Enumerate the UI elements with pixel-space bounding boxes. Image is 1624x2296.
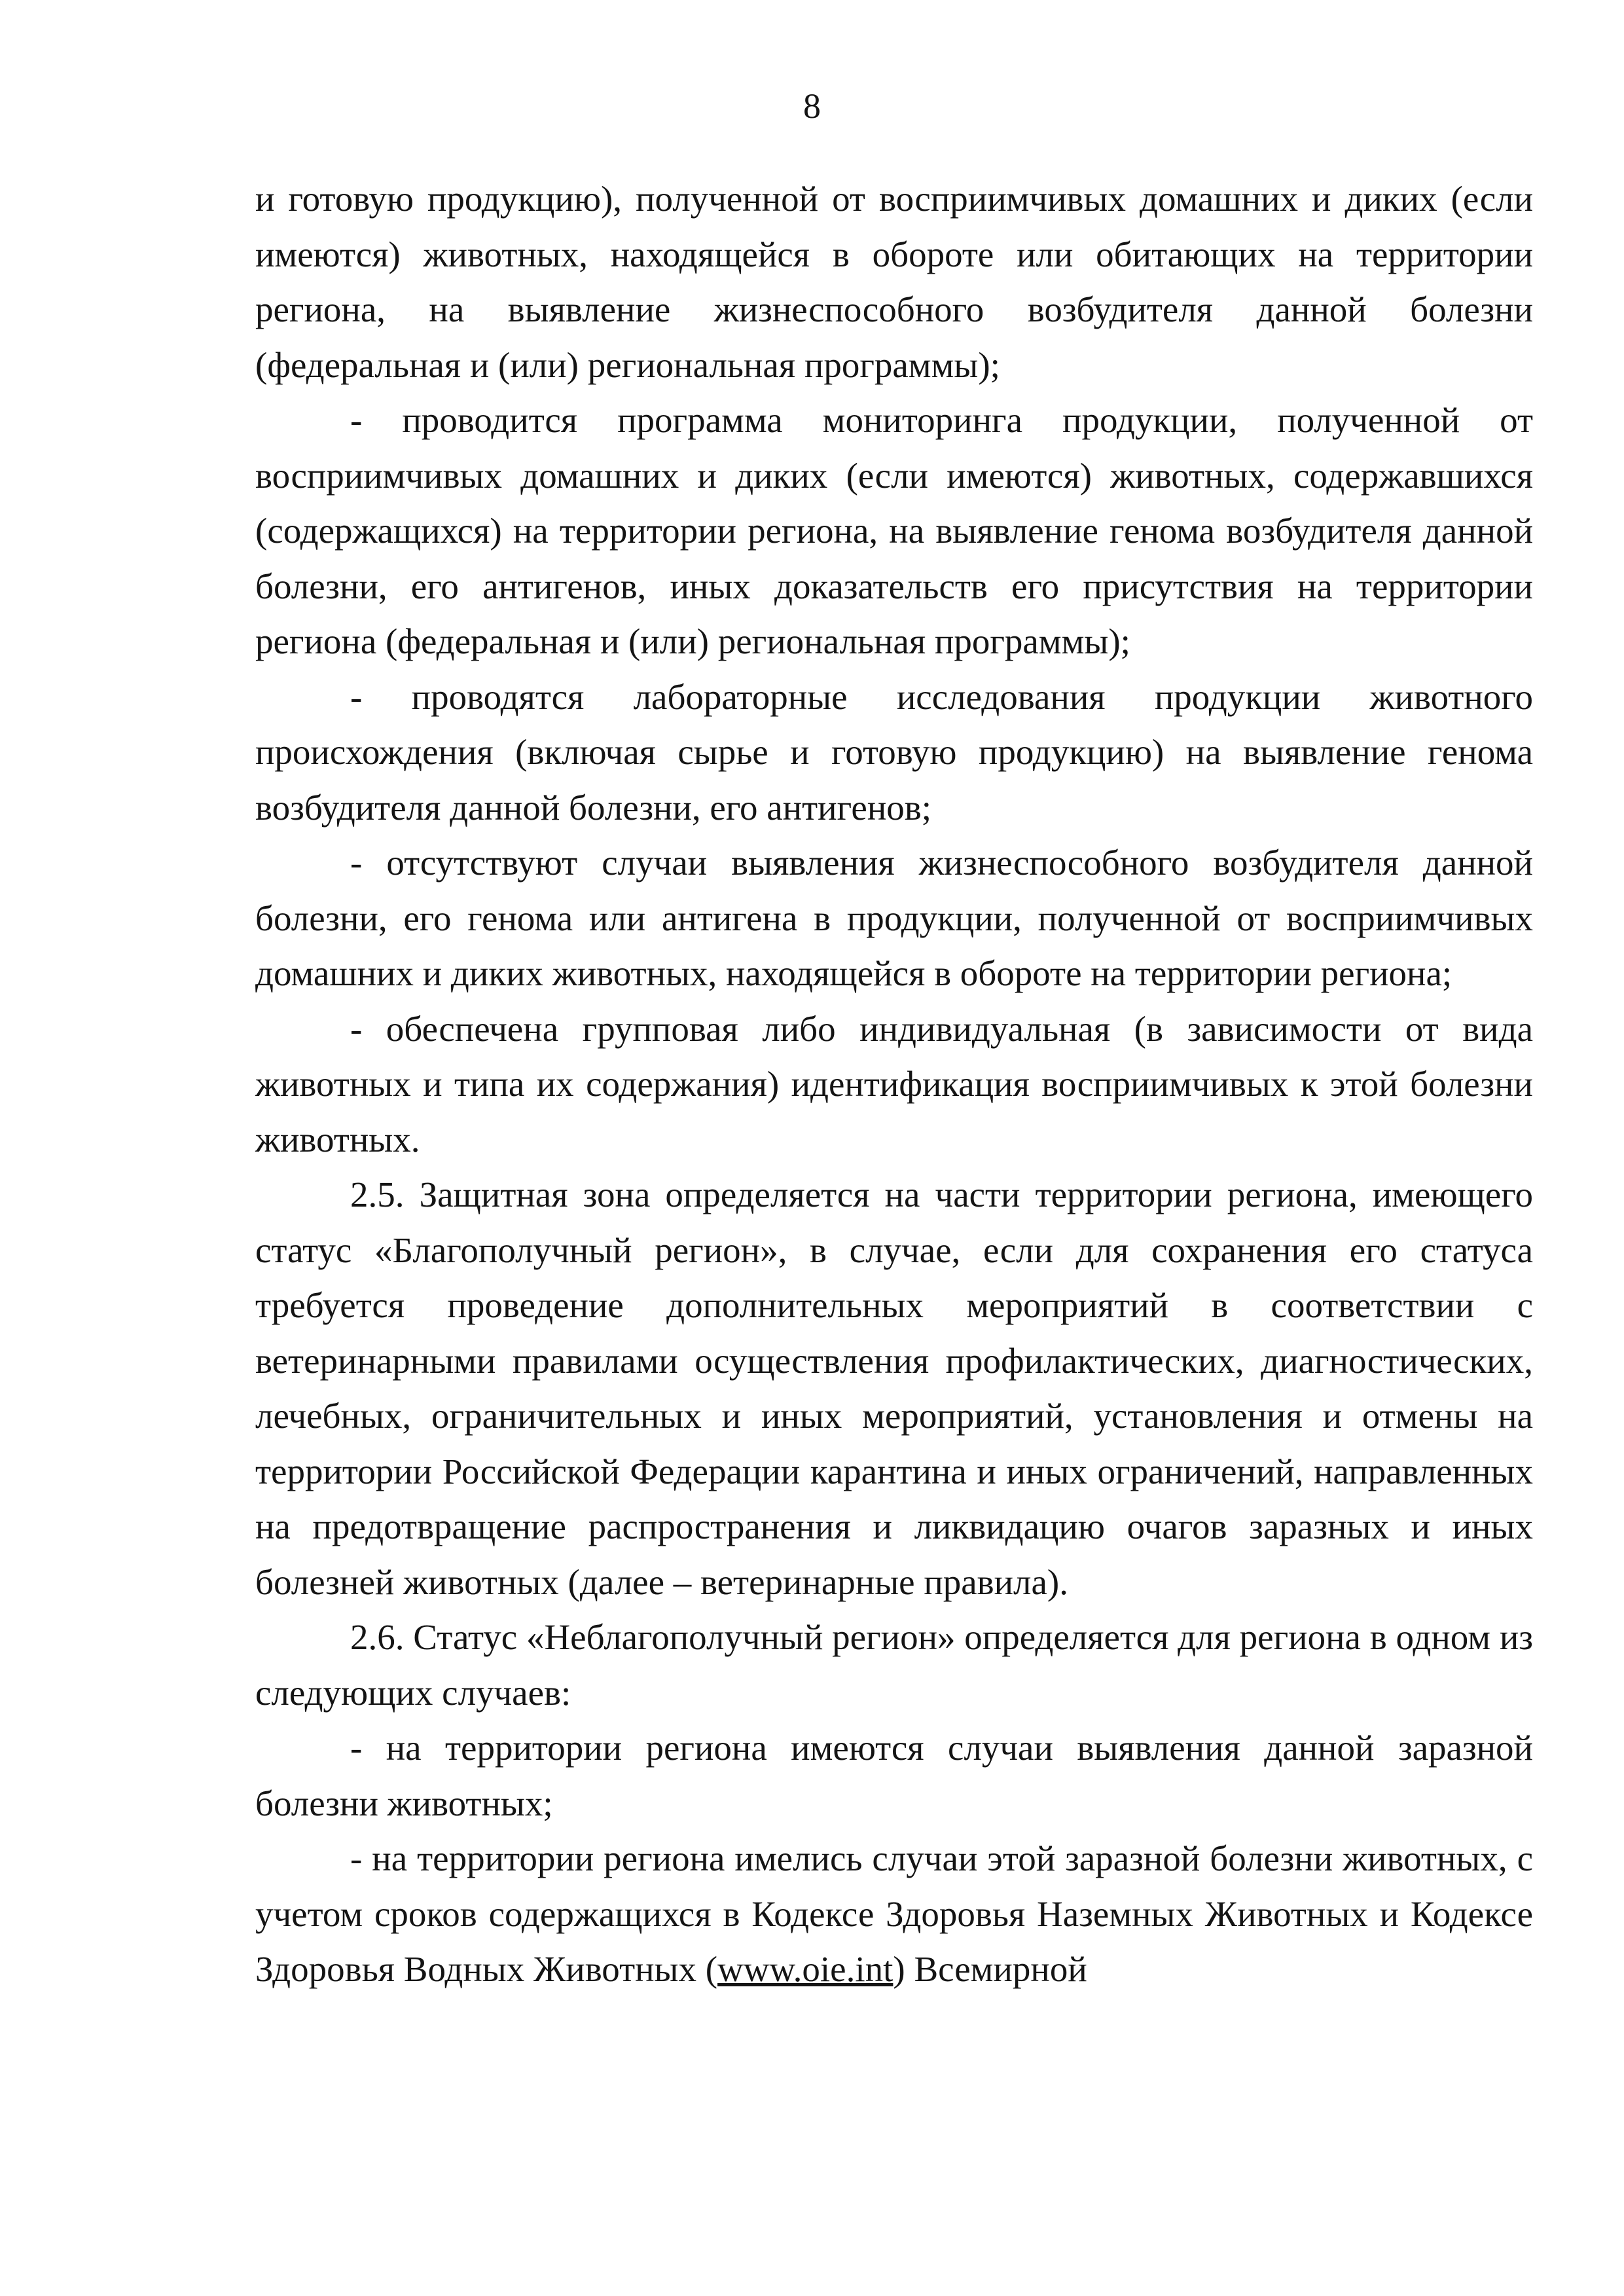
paragraph-cases-present: - на территории региона имеются случаи выявления данной заразной болезни животных; (255, 1728, 1533, 1823)
paragraph-monitoring-program: - проводится программа мониторинга продукции, полученной от восприимчивых домашних и диких (если имеются) животных, содержавшихся (содержащихся) на территории региона, на выявление генома возбудителя данной болезни, его антигенов, иных доказательств его присутствия на территории региона (федеральная и (или) региональная программы); (255, 400, 1533, 661)
paragraph-no-cases: - отсутствуют случаи выявления жизнеспособного возбудителя данной болезни, его генома или антигена в продукции, полученной от восприимчивых домашних и диких животных, находящейся в обороте на территории региона; (255, 843, 1533, 993)
paragraph-section-2-5: 2.5. Защитная зона определяется на части территории региона, имеющего статус «Благополучный регион», в случае, если для сохранения его статуса требуется проведение дополнительных мероприятий в соответствии с ветеринарными правилами осуществления профилактических, диагностических, лечебных, ограничительных и иных мероприятий, установления и отмены на территории Российской Федерации карантина и иных ограничений, направленных на предотвращение распространения и ликвидацию очагов заразных и иных болезней животных (далее – ветеринарные правила). (255, 1175, 1533, 1602)
paragraph-text-before-link: - на территории региона имелись случаи этой заразной болезни животных, с учетом сроков содержащихся в Кодексе Здоровья Наземных Животных и Кодексе Здоровья Водных Животных ( (255, 1838, 1533, 1989)
paragraph-continuation: и готовую продукцию), полученной от восприимчивых домашних и диких (если имеются) животных, находящейся в обороте или обитающих на территории региона, на выявление жизнеспособного возбудителя данной болезни (федеральная и (или) региональная программы); (255, 179, 1533, 385)
body-text (255, 172, 1533, 1997)
paragraph-section-2-6: 2.6. Статус «Неблагополучный регион» определяется для региона в одном из следующих случаев: (255, 1617, 1533, 1713)
page-number: 8 (803, 86, 821, 126)
paragraph-text-after-link: ) Всемирной (893, 1949, 1087, 1989)
paragraph-identification: - обеспечена групповая либо индивидуальная (в зависимости от вида животных и типа их содержания) идентификация восприимчивых к этой болезни животных. (255, 1008, 1533, 1159)
paragraph-laboratory-tests: - проводятся лабораторные исследования продукции животного происхождения (включая сырье и готовую продукцию) на выявление генома возбудителя данной болезни, его антигенов; (255, 676, 1533, 828)
paragraph-cases-past (255, 1831, 1533, 1997)
oie-link[interactable]: www.oie.int (717, 1949, 893, 1989)
